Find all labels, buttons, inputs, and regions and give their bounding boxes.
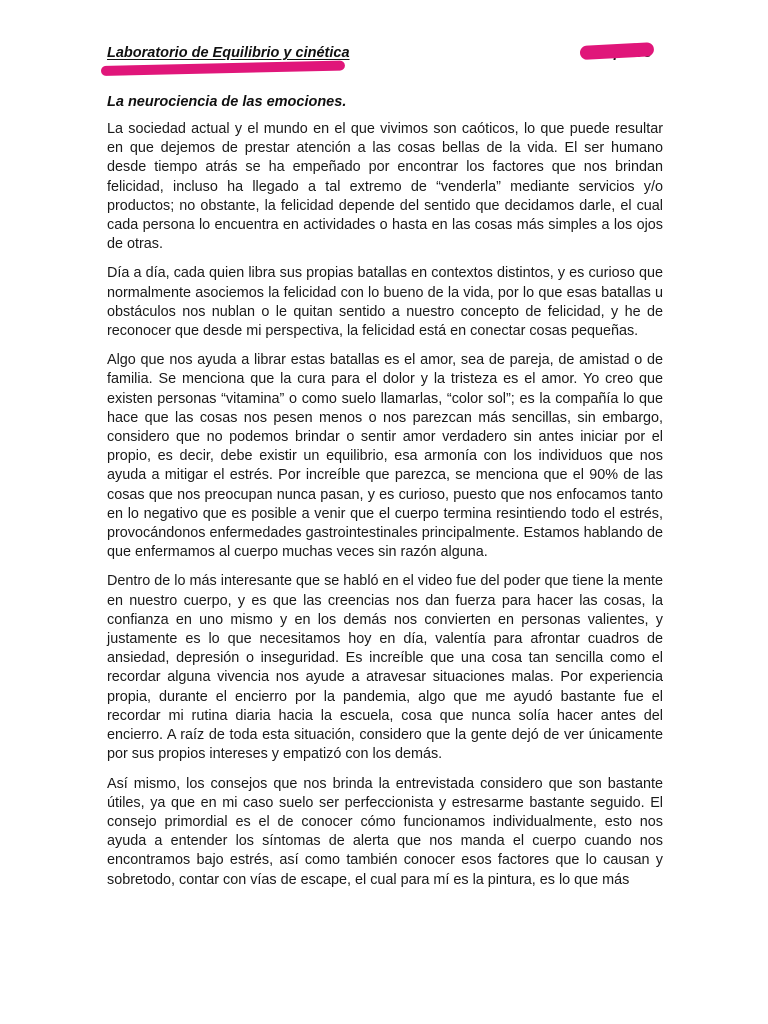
course-title: Laboratorio de Equilibrio y cinética [107, 45, 350, 61]
paragraph-2: Día a día, cada quien libra sus propias batallas en contextos distintos, y es curioso que normalmente asociemos la felicidad con lo bueno de la vida, por lo que esas batallas u obstáculos nos nublan o le quitan sentido a nuestro concepto de felicidad, y he de reconocer que desde mi perspectiva, la felicidad está en conectar cosas pequeñas. [107, 265, 663, 340]
paragraph-4: Dentro de lo más interesante que se habló en el video fue del poder que tiene la mente en nuestro cuerpo, y es que las creencias nos dan fuerza para hacer las cosas, la confianza en uno mismo y en los demás nos convierten en personas valientes, y justamente es lo que necesitamos hoy en día, valentía para afrontar cuadros de ansiedad, depresión o inseguridad. Es increíble que una cosa tan sencilla como el recordar alguna vivencia nos ayude a atravesar situaciones malas. Por experiencia propia, durante el encierro por la pandemia, algo que me ayudó bastante fue el recordar mi rutina diaria hacia la escuela, cosa que nunca solía hacer antes del encierro. A raíz de toda esta situación, considero que la gente dejó de ver únicamente por sus propios intereses y empatizó con los demás. [107, 573, 663, 763]
redaction-mark-name [101, 60, 345, 76]
essay-body [107, 120, 663, 900]
paragraph-3: Algo que nos ayuda a librar estas batallas es el amor, sea de pareja, de amistad o de familia. Se menciona que la cura para el dolor y la tristeza es el amor. Yo creo que existen personas “vitamina” o como suelo llamarlas, “color sol”; es la compañía lo que hace que las cosas nos pesen menos o nos parezcan más sencillas, sin embargo, considero que no podemos brindar o sentir amor verdadero sin antes iniciar por el propio, es decir, debe existir un equilibrio, esa armonía con los individuos que nos ayuda a mitigar el estrés. Por increíble que parezca, se menciona que el 90% de las cosas que nos preocupan nunca pasan, y es curioso, puesto que nos enfocamos tanto en lo negativo que es posible a venir que el cuerpo termina resintiendo todo el estrés, provocándonos enfermedades gastrointestinales principalmente. Estamos hablando de que enfermamos al cuerpo muchas veces sin razón alguna. [107, 352, 663, 561]
paragraph-1: La sociedad actual y el mundo en el que vivimos son caóticos, lo que puede resultar en que dejemos de prestar atención a las cosas bellas de la vida. El ser humano desde tiempo atrás se ha empeñado por encontrar los factores que nos brindan felicidad, incluso ha llegado a tal extremo de “venderla” mediante servicios y/o productos; no obstante, la felicidad depende del sentido que decidamos darle, el cual cada persona lo encuentra en actividades o hasta en las cosas más simples a los ojos de otras. [107, 121, 663, 253]
paragraph-5: Así mismo, los consejos que nos brinda la entrevistada considero que son bastante útiles, ya que en mi caso suelo ser perfeccionista y estresarme bastante seguido. El consejo primordial es el de conocer cómo funcionamos individualmente, esto nos ayuda a entender los síntomas de alerta que nos manda el cuerpo cuando nos encontramos bajo estrés, así como también conocer esos factores que lo causan y sobretodo, contar con vías de escape, el cual para mí es la pintura, es lo que más [107, 775, 663, 888]
essay-title: La neurociencia de las emociones. [107, 94, 347, 110]
